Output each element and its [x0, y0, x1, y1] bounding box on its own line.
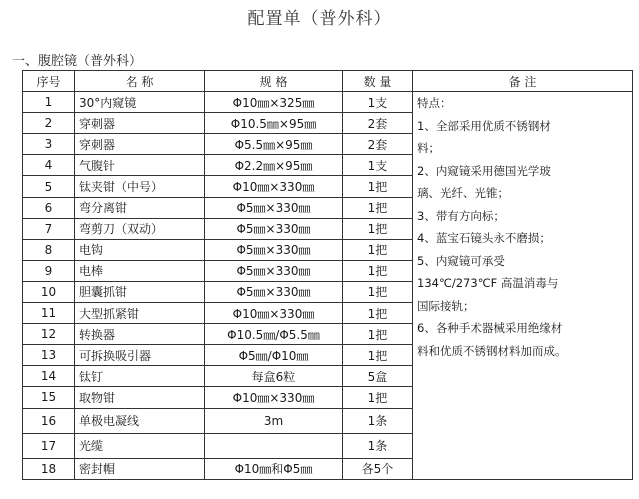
cell-spec: Φ10㎜×330㎜ [205, 387, 343, 408]
cell-qty: 1把 [343, 387, 413, 408]
cell-spec: Φ10㎜×330㎜ [205, 176, 343, 197]
cell-name: 穿刺器 [75, 134, 205, 155]
cell-qty: 1把 [343, 303, 413, 324]
cell-spec: 每盒6粒 [205, 366, 343, 387]
cell-no: 3 [23, 134, 75, 155]
cell-no: 10 [23, 281, 75, 302]
cell-spec: 3m [205, 408, 343, 433]
cell-spec: Φ10.5㎜×95㎜ [205, 113, 343, 134]
cell-no: 2 [23, 113, 75, 134]
cell-spec: Φ5㎜×330㎜ [205, 239, 343, 260]
table-row [23, 92, 633, 113]
note-line: 3、带有方向标； [417, 208, 505, 223]
cell-name: 钛夹钳（中号） [75, 176, 205, 197]
cell-qty: 5盒 [343, 366, 413, 387]
cell-name: 电棒 [75, 260, 205, 281]
cell-no: 14 [23, 366, 75, 387]
cell-name: 电钩 [75, 239, 205, 260]
cell-no: 18 [23, 458, 75, 479]
cell-name: 30°内窥镜 [75, 92, 205, 113]
header-spec: 规 格 [205, 71, 343, 92]
cell-spec [205, 433, 343, 458]
cell-name: 钛钉 [75, 366, 205, 387]
note-line: 134℃/273℃F 高温消毒与 [417, 276, 559, 291]
cell-qty: 各5个 [343, 458, 413, 479]
cell-no: 17 [23, 433, 75, 458]
note-line: 1、全部采用优质不锈钢材 [417, 118, 551, 133]
cell-spec: Φ10㎜和Φ5㎜ [205, 458, 343, 479]
configuration-table [22, 70, 633, 480]
cell-no: 1 [23, 92, 75, 113]
cell-qty: 2套 [343, 134, 413, 155]
header-qty: 数 量 [343, 71, 413, 92]
cell-name: 转换器 [75, 324, 205, 345]
cell-no: 5 [23, 176, 75, 197]
cell-spec: Φ5㎜×330㎜ [205, 197, 343, 218]
header-name: 名 称 [75, 71, 205, 92]
note-line: 特点： [417, 96, 452, 111]
note-line: 国际接轨； [417, 298, 475, 313]
cell-spec: Φ10㎜×325㎜ [205, 92, 343, 113]
cell-qty: 1把 [343, 218, 413, 239]
cell-qty: 1把 [343, 345, 413, 366]
cell-spec: Φ5.5㎜×95㎜ [205, 134, 343, 155]
cell-qty: 1把 [343, 324, 413, 345]
table-body [23, 92, 633, 480]
cell-no: 4 [23, 155, 75, 176]
table-header-row [23, 71, 633, 92]
cell-no: 8 [23, 239, 75, 260]
cell-qty: 1支 [343, 92, 413, 113]
cell-spec: Φ2.2㎜×95㎜ [205, 155, 343, 176]
cell-no: 13 [23, 345, 75, 366]
cell-spec: Φ5㎜×330㎜ [205, 281, 343, 302]
cell-no: 12 [23, 324, 75, 345]
notes-cell [413, 92, 633, 480]
section-heading: 一、腹腔镜（普外科） [12, 54, 143, 69]
cell-spec: Φ5㎜×330㎜ [205, 260, 343, 281]
cell-name: 穿刺器 [75, 113, 205, 134]
cell-qty: 1条 [343, 408, 413, 433]
cell-name: 大型抓紧钳 [75, 303, 205, 324]
page-title: 配置单（普外科） [247, 9, 392, 29]
note-line: 2、内窥镜采用德国光学玻 [417, 163, 551, 178]
header-no: 序号 [23, 71, 75, 92]
cell-spec: Φ5㎜/Φ10㎜ [205, 345, 343, 366]
cell-qty: 1把 [343, 260, 413, 281]
cell-qty: 1把 [343, 176, 413, 197]
cell-name: 可拆换吸引器 [75, 345, 205, 366]
cell-no: 7 [23, 218, 75, 239]
cell-no: 16 [23, 408, 75, 433]
cell-spec: Φ10.5㎜/Φ5.5㎜ [205, 324, 343, 345]
note-line: 料； [417, 141, 440, 156]
note-line: 4、蓝宝石镜头永不磨损； [417, 231, 551, 246]
note-line: 料和优质不锈钢材料加而成。 [417, 343, 567, 358]
cell-name: 密封帽 [75, 458, 205, 479]
note-line: 5、内窥镜可承受 [417, 253, 505, 268]
cell-spec: Φ5㎜×330㎜ [205, 218, 343, 239]
cell-name: 单极电凝线 [75, 408, 205, 433]
header-note: 备 注 [413, 71, 633, 92]
cell-name: 气腹针 [75, 155, 205, 176]
cell-no: 15 [23, 387, 75, 408]
cell-qty: 1支 [343, 155, 413, 176]
cell-qty: 1把 [343, 239, 413, 260]
cell-no: 6 [23, 197, 75, 218]
note-line: 璃、光纤、光锥； [417, 186, 509, 201]
cell-name: 光缆 [75, 433, 205, 458]
cell-qty: 1把 [343, 281, 413, 302]
cell-name: 弯剪刀（双动） [75, 218, 205, 239]
cell-qty: 1条 [343, 433, 413, 458]
cell-qty: 2套 [343, 113, 413, 134]
note-line: 6、各种手术器械采用绝缘材 [417, 321, 563, 336]
cell-name: 弯分离钳 [75, 197, 205, 218]
cell-qty: 1把 [343, 197, 413, 218]
cell-no: 11 [23, 303, 75, 324]
cell-spec: Φ10㎜×330㎜ [205, 303, 343, 324]
cell-name: 取物钳 [75, 387, 205, 408]
cell-name: 胆囊抓钳 [75, 281, 205, 302]
cell-no: 9 [23, 260, 75, 281]
